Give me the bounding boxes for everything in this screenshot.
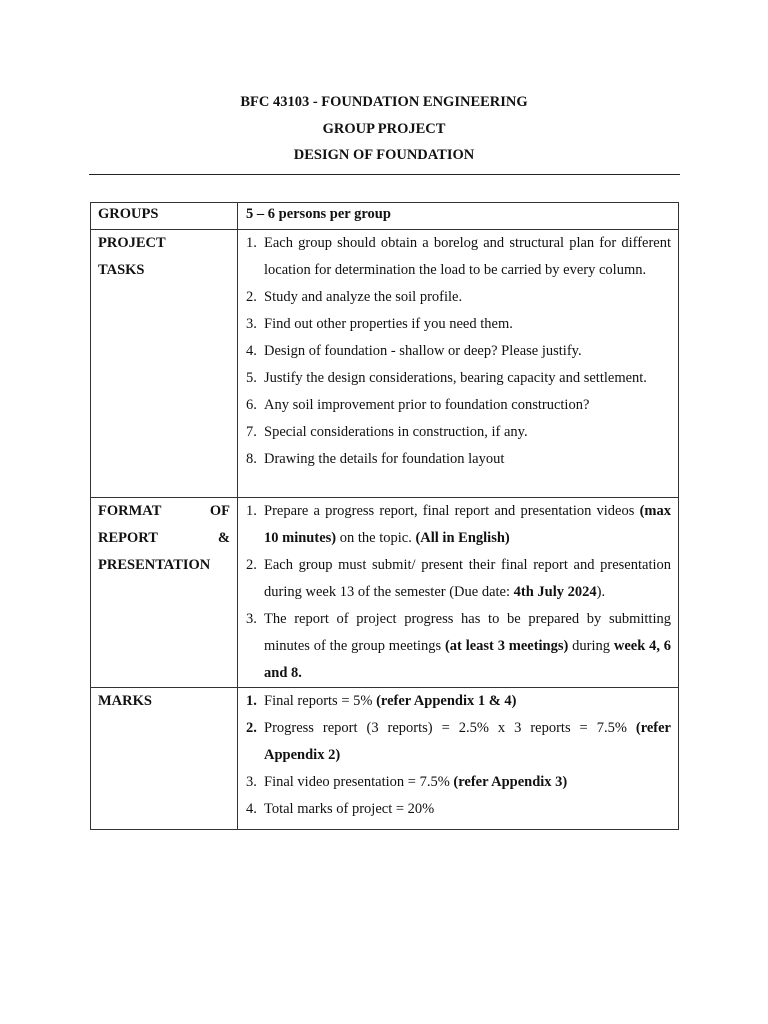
header-divider — [89, 174, 680, 175]
tasks-label: PROJECT TASKS — [91, 230, 238, 498]
list-item: 6. Any soil improvement prior to foundation construction? — [246, 397, 590, 413]
list-item: 2. Study and analyze the soil profile. — [246, 289, 463, 305]
list-item: 3. Find out other properties if you need them. — [246, 316, 513, 332]
project-title: DESIGN OF FOUNDATION — [293, 147, 475, 163]
project-details-table — [90, 202, 679, 830]
groups-value: 5 – 6 persons per group — [238, 203, 679, 230]
list-item: 7. Special considerations in construction, if any. — [246, 424, 528, 440]
format-label: FORMAT OF REPORT & PRESENTATION — [91, 498, 238, 688]
table-row-format — [91, 498, 679, 688]
marks-content — [238, 688, 679, 830]
list-item: 2. Each group must submit/ present their final report and presentation during week 13 of the semester (Due date: 4th July 2024). — [246, 557, 671, 600]
course-title: BFC 43103 - FOUNDATION ENGINEERING — [240, 94, 528, 110]
list-item: 3. Final video presentation = 7.5% (refer Appendix 3) — [246, 774, 568, 790]
list-item: 4. Total marks of project = 20% — [246, 801, 435, 817]
format-content — [238, 498, 679, 688]
list-item: 1. Prepare a progress report, final report and presentation videos (max 10 minutes) on the topic. (All in English) — [246, 503, 671, 546]
format-list — [246, 498, 671, 687]
table-row-marks — [91, 688, 679, 830]
document-header — [0, 92, 768, 172]
groups-label: GROUPS — [91, 203, 238, 230]
marks-label: MARKS — [91, 688, 238, 830]
list-item: 3. The report of project progress has to be prepared by submitting minutes of the group meetings (at least 3 meetings) during week 4, 6 and 8. — [246, 611, 672, 681]
list-item: 4. Design of foundation - shallow or deep? Please justify. — [246, 343, 582, 359]
list-item: 1. Final reports = 5% (refer Appendix 1 & 4) — [246, 693, 517, 709]
project-type: GROUP PROJECT — [322, 120, 446, 137]
list-item: 8. Drawing the details for foundation layout — [246, 451, 505, 467]
table-row-groups — [91, 203, 679, 230]
tasks-content — [238, 230, 679, 498]
tasks-list — [246, 230, 671, 497]
list-item: 1. Each group should obtain a borelog and structural plan for different location for determination the load to be carried by every column. — [246, 235, 671, 278]
table-row-tasks — [91, 230, 679, 498]
list-item: 2. Progress report (3 reports) = 2.5% x 3 reports = 7.5% (refer Appendix 2) — [246, 720, 671, 763]
list-item: 5. Justify the design considerations, bearing capacity and settlement. — [246, 370, 647, 386]
marks-list — [246, 688, 671, 829]
